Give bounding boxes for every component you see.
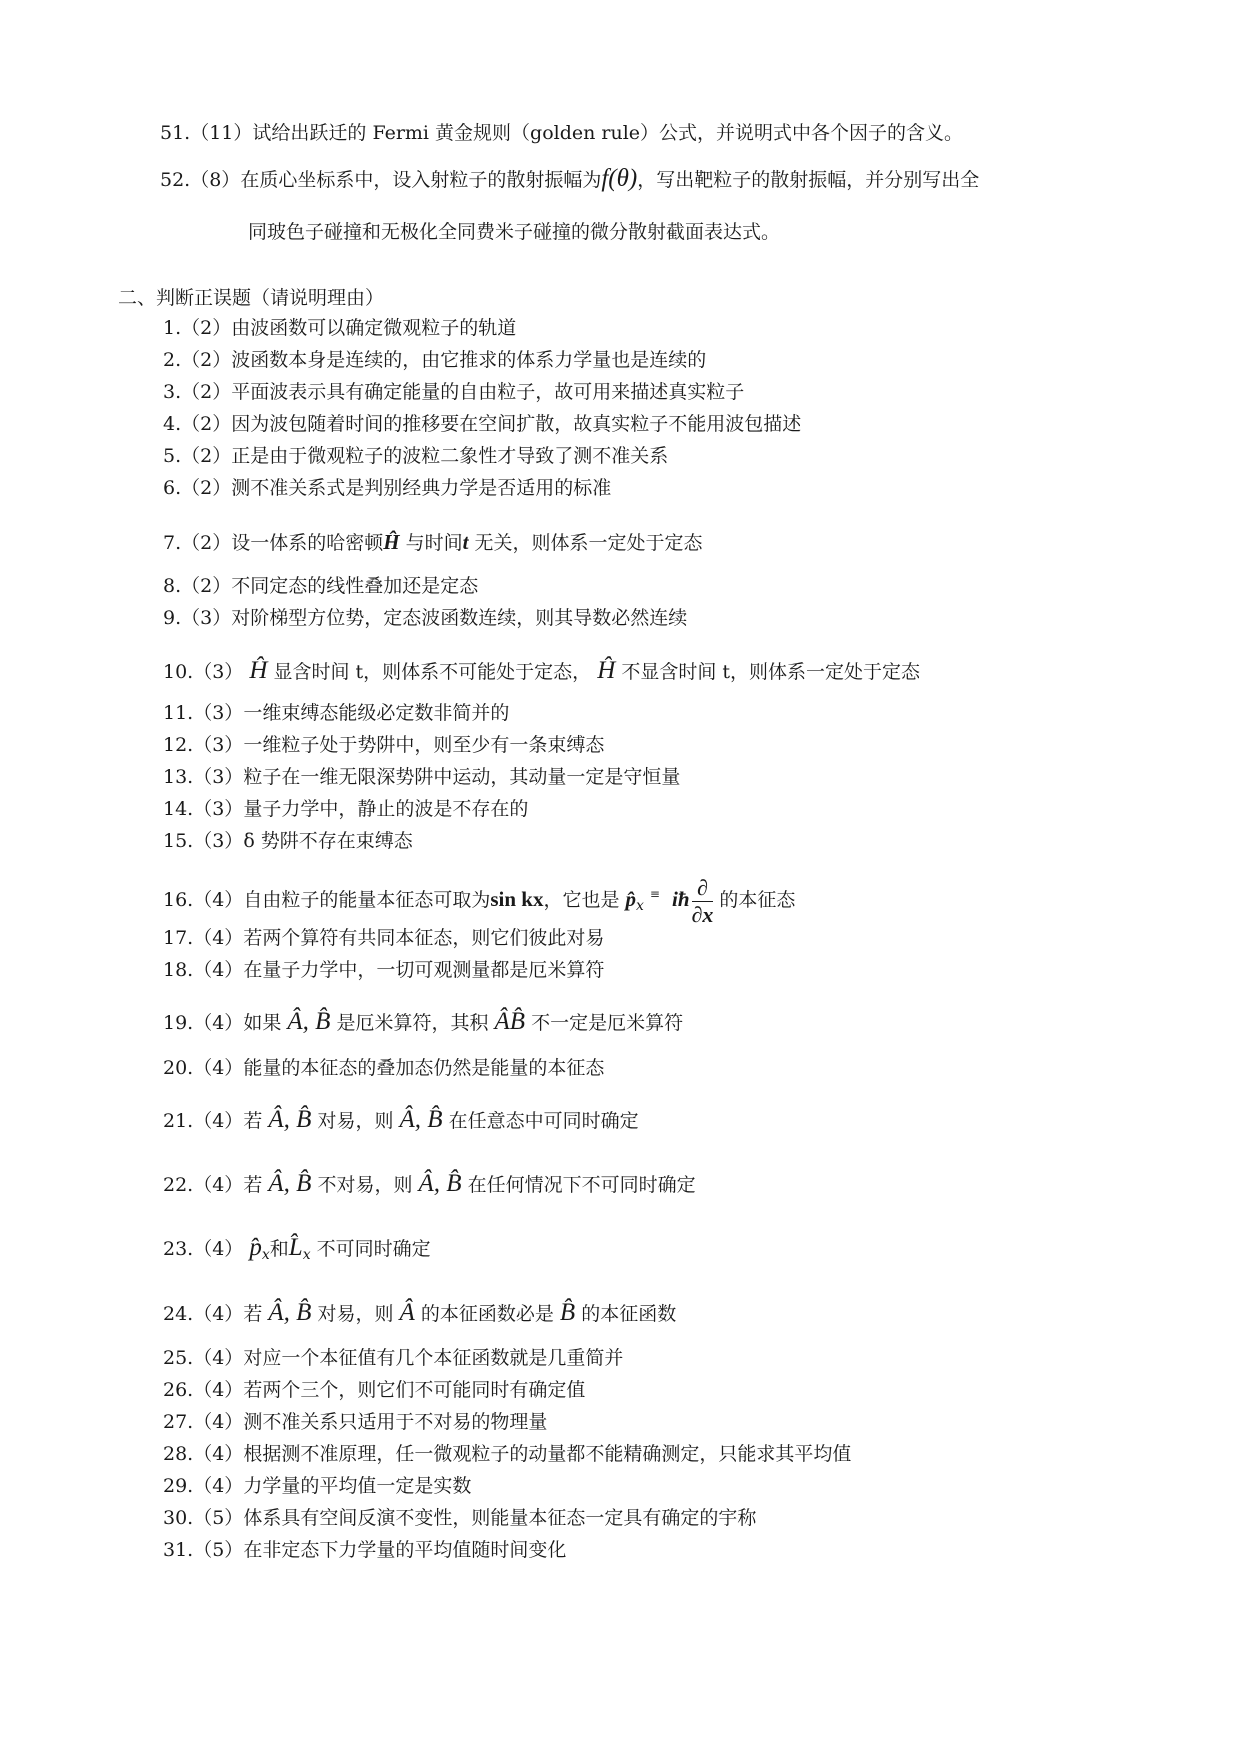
math-expression: Ĥ <box>249 657 268 684</box>
item-number: 7. <box>163 532 182 554</box>
item-text: 的本征态 <box>719 889 796 911</box>
item-text: 测不准关系式是判别经典力学是否适用的标准 <box>231 477 612 499</box>
item-text: 对易，则 <box>317 1110 394 1132</box>
item-text: 因为波包随着时间的推移要在空间扩散，故真实粒子不能用波包描述 <box>231 413 802 435</box>
item-points: （4） <box>193 1238 244 1260</box>
list-item <box>163 1108 639 1133</box>
item-points: （3） <box>193 702 244 724</box>
list-item <box>163 1474 471 1498</box>
item-text: 的本征函数必是 <box>420 1303 554 1325</box>
item-text: 根据测不准原理，任一微观粒子的动量都不能精确测定，只能求其平均值 <box>243 1443 852 1465</box>
list-item <box>163 958 604 982</box>
item-text: 若 <box>243 1110 263 1132</box>
item-text: 不一定是厄米算符 <box>531 1012 684 1034</box>
item-points: （4） <box>193 1174 244 1196</box>
question-number: 52. <box>160 169 191 191</box>
question-number: 51. <box>160 122 191 144</box>
item-points: （4） <box>193 959 244 981</box>
item-text: 若两个算符有共同本征态，则它们彼此对易 <box>243 927 605 949</box>
item-number: 23. <box>163 1238 194 1260</box>
item-points: （4） <box>193 1057 244 1079</box>
item-text: δ 势阱不存在束缚态 <box>243 830 413 852</box>
question-51 <box>160 121 963 145</box>
item-text: 测不准关系只适用于不对易的物理量 <box>243 1411 548 1433</box>
item-text: 若 <box>243 1174 263 1196</box>
item-text: 波函数本身是连续的，由它推求的体系力学量也是连续的 <box>231 349 707 371</box>
list-item <box>163 530 703 555</box>
item-text: 的本征函数 <box>581 1303 677 1325</box>
math-expression: Â <box>399 1299 415 1326</box>
item-number: 8. <box>163 575 182 597</box>
item-text: 对阶梯型方位势，定态波函数连续，则其导数必然连续 <box>231 607 688 629</box>
item-points: （4） <box>193 1411 244 1433</box>
list-item <box>163 348 706 372</box>
item-number: 3. <box>163 381 182 403</box>
partial-derivative-fraction <box>692 875 714 928</box>
item-points: （3） <box>193 830 244 852</box>
item-text: 一维粒子处于势阱中，则至少有一条束缚态 <box>243 734 605 756</box>
item-text: ，它也是 <box>543 889 620 911</box>
math-expression: Â, B̂ <box>418 1170 462 1197</box>
item-text: 不显含时间 t，则体系一定处于定态 <box>621 661 920 683</box>
item-number: 24. <box>163 1303 194 1325</box>
item-points: （2） <box>181 575 232 597</box>
item-points: （2） <box>181 477 232 499</box>
math-expression: sin kx <box>490 887 544 911</box>
item-text: 对易，则 <box>317 1303 394 1325</box>
item-text: 和 <box>269 1238 289 1260</box>
list-item <box>163 574 478 598</box>
item-text: 不对易，则 <box>317 1174 413 1196</box>
list-item <box>163 380 744 404</box>
math-subscript: x <box>302 1247 311 1263</box>
item-number: 12. <box>163 734 194 756</box>
item-points: （3） <box>193 798 244 820</box>
item-number: 5. <box>163 445 182 467</box>
item-text: 是厄米算符，其积 <box>336 1012 489 1034</box>
item-number: 6. <box>163 477 182 499</box>
item-number: 21. <box>163 1110 194 1132</box>
item-text: 由波函数可以确定微观粒子的轨道 <box>231 317 517 339</box>
item-text: 对应一个本征值有几个本征函数就是几重简并 <box>243 1347 624 1369</box>
math-subscript: x <box>636 898 644 914</box>
question-points: （11） <box>190 122 253 144</box>
item-points: （2） <box>181 445 232 467</box>
item-number: 19. <box>163 1012 194 1034</box>
question-points: （8） <box>190 169 241 191</box>
list-item <box>163 659 920 684</box>
item-points: （4） <box>193 1475 244 1497</box>
math-expression: ÂB̂ <box>494 1008 526 1035</box>
item-number: 14. <box>163 798 194 820</box>
list-item <box>163 1236 431 1267</box>
item-points: （2） <box>181 349 232 371</box>
item-points: （2） <box>181 317 232 339</box>
list-item <box>163 926 604 950</box>
item-text: 正是由于微观粒子的波粒二象性才导致了测不准关系 <box>231 445 669 467</box>
item-points: （4） <box>193 1012 244 1034</box>
list-item <box>163 1301 676 1326</box>
math-expression: Â, B̂ <box>287 1008 331 1035</box>
item-number: 28. <box>163 1443 194 1465</box>
section-heading: 二、判断正误题（请说明理由） <box>118 287 385 309</box>
item-number: 29. <box>163 1475 194 1497</box>
item-points: （4） <box>193 1347 244 1369</box>
item-text: 体系具有空间反演不变性，则能量本征态一定具有确定的宇称 <box>243 1507 757 1529</box>
question-text: 在质心坐标系中，设入射粒子的散射振幅为 <box>240 169 602 191</box>
list-item <box>163 1442 851 1466</box>
math-expression: Â, B̂ <box>268 1106 312 1133</box>
question-52 <box>160 167 979 192</box>
list-item <box>163 1538 566 1562</box>
math-expression: Â, B̂ <box>268 1299 312 1326</box>
list-item <box>163 797 528 821</box>
item-number: 20. <box>163 1057 194 1079</box>
item-points: （4） <box>193 1379 244 1401</box>
list-item <box>163 701 509 725</box>
math-expression: p̂ <box>249 1234 262 1261</box>
math-expression: t <box>462 530 469 554</box>
item-number: 18. <box>163 959 194 981</box>
item-points: （5） <box>193 1539 244 1561</box>
list-item <box>163 866 795 934</box>
list-item <box>163 1172 696 1197</box>
math-expression: iħ <box>671 887 690 911</box>
list-item <box>163 412 801 436</box>
item-text: 自由粒子的能量本征态可取为 <box>243 889 491 911</box>
item-number: 16. <box>163 889 194 911</box>
math-expression: f(θ) <box>601 165 638 192</box>
item-text: 在量子力学中，一切可观测量都是厄米算符 <box>243 959 605 981</box>
item-text: 与时间 <box>405 532 463 554</box>
list-item <box>163 829 413 853</box>
item-number: 4. <box>163 413 182 435</box>
list-item <box>163 1506 756 1530</box>
item-number: 10. <box>163 661 194 683</box>
item-points: （3） <box>181 607 232 629</box>
item-text: 粒子在一维无限深势阱中运动，其动量一定是守恒量 <box>243 766 681 788</box>
item-number: 30. <box>163 1507 194 1529</box>
item-text: 在非定态下力学量的平均值随时间变化 <box>243 1539 567 1561</box>
item-text: 在任意态中可同时确定 <box>448 1110 639 1132</box>
item-number: 27. <box>163 1411 194 1433</box>
item-text: 无关，则体系一定处于定态 <box>474 532 703 554</box>
math-expression: B̂ <box>559 1299 576 1326</box>
item-points: （2） <box>181 413 232 435</box>
item-text: 不同定态的线性叠加还是定态 <box>231 575 479 597</box>
list-item <box>163 444 668 468</box>
list-item <box>163 733 604 757</box>
item-number: 26. <box>163 1379 194 1401</box>
equals-glyph-icon: ≡ <box>649 887 660 901</box>
math-expression: L̂ <box>288 1234 303 1261</box>
item-points: （4） <box>193 1110 244 1132</box>
item-number: 22. <box>163 1174 194 1196</box>
item-number: 9. <box>163 607 182 629</box>
item-text: 力学量的平均值一定是实数 <box>243 1475 472 1497</box>
math-expression: Â, B̂ <box>268 1170 312 1197</box>
list-item <box>163 1346 623 1370</box>
item-points: （4） <box>193 1303 244 1325</box>
item-text: 不可同时确定 <box>316 1238 431 1260</box>
list-item <box>163 1010 683 1035</box>
list-item <box>163 606 687 630</box>
item-text: 若 <box>243 1303 263 1325</box>
question-text: 试给出跃迁的 Fermi 黄金规则（golden rule）公式，并说明式中各个因子的含义。 <box>252 122 964 144</box>
fraction-numerator: ∂ <box>697 874 708 900</box>
item-number: 13. <box>163 766 194 788</box>
question-text: 同玻色子碰撞和无极化全同费米子碰撞的微分散射截面表达式。 <box>248 221 781 243</box>
item-text: 在任何情况下不可同时确定 <box>467 1174 696 1196</box>
item-text: 如果 <box>243 1012 282 1034</box>
question-52-continuation <box>248 220 780 244</box>
list-item <box>163 1378 585 1402</box>
list-item <box>163 1410 547 1434</box>
math-expression: Ĥ <box>597 657 616 684</box>
math-expression: Â, B̂ <box>399 1106 443 1133</box>
item-points: （4） <box>193 927 244 949</box>
item-text: 若两个三个，则它们不可能同时有确定值 <box>243 1379 586 1401</box>
fraction-denominator: ∂x <box>691 901 714 927</box>
list-item <box>163 476 611 500</box>
item-points: （5） <box>193 1507 244 1529</box>
math-expression: p̂ <box>625 887 637 911</box>
list-item <box>163 316 516 340</box>
item-points: （3） <box>193 766 244 788</box>
list-item <box>163 1056 604 1080</box>
list-item <box>163 765 680 789</box>
item-number: 2. <box>163 349 182 371</box>
item-points: （3） <box>193 734 244 756</box>
item-number: 25. <box>163 1347 194 1369</box>
item-points: （3） <box>193 661 244 683</box>
item-number: 17. <box>163 927 194 949</box>
item-text: 设一体系的哈密顿 <box>231 532 384 554</box>
item-text: 一维束缚态能级必定数非简并的 <box>243 702 510 724</box>
question-text: ，写出靶粒子的散射振幅，并分别写出全 <box>637 169 980 191</box>
item-number: 15. <box>163 830 194 852</box>
item-points: （4） <box>193 889 244 911</box>
item-number: 1. <box>163 317 182 339</box>
item-text: 能量的本征态的叠加态仍然是能量的本征态 <box>243 1057 605 1079</box>
item-points: （2） <box>181 532 232 554</box>
item-text: 量子力学中，静止的波是不存在的 <box>243 798 529 820</box>
item-text: 显含时间 t，则体系不可能处于定态， <box>273 661 592 683</box>
item-points: （4） <box>193 1443 244 1465</box>
item-text: 平面波表示具有确定能量的自由粒子，故可用来描述真实粒子 <box>231 381 745 403</box>
math-expression: Ĥ <box>383 530 400 554</box>
item-points: （2） <box>181 381 232 403</box>
item-number: 31. <box>163 1539 194 1561</box>
item-number: 11. <box>163 702 194 724</box>
math-subscript: x <box>261 1247 270 1263</box>
